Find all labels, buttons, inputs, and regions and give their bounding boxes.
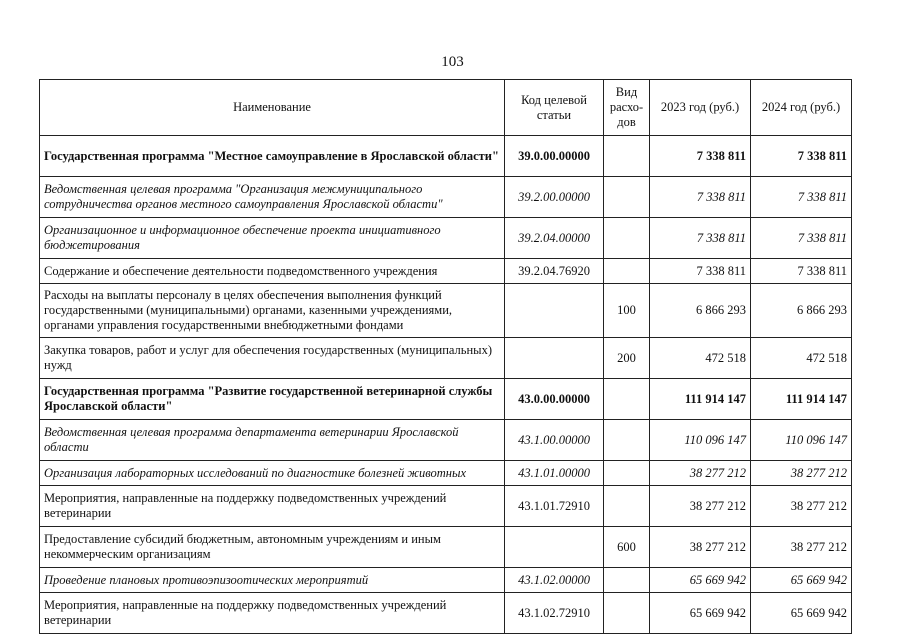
- page-number: 103: [441, 54, 464, 70]
- row-2023: 7 338 811: [650, 177, 751, 218]
- row-name: Мероприятия, направленные на поддержку подведомственных учреждений ветеринарии: [40, 486, 505, 527]
- table-row: [40, 338, 852, 379]
- row-2024: 7 338 811: [751, 259, 852, 284]
- row-code: 43.1.01.72910: [505, 486, 604, 527]
- row-2023: 110 096 147: [650, 420, 751, 461]
- header-code: Код целевой статьи: [505, 80, 604, 136]
- row-2024: 110 096 147: [751, 420, 852, 461]
- row-2024: 7 338 811: [751, 177, 852, 218]
- row-2024: 7 338 811: [751, 136, 852, 177]
- row-type: 600: [604, 527, 650, 568]
- row-2024: 65 669 942: [751, 593, 852, 634]
- table-row: [40, 593, 852, 634]
- row-name: Содержание и обеспечение деятельности подведомственного учреждения: [40, 259, 505, 284]
- header-type: Вид расхо-дов: [604, 80, 650, 136]
- row-type: [604, 461, 650, 486]
- row-2023: 6 866 293: [650, 284, 751, 338]
- row-code: 43.1.01.00000: [505, 461, 604, 486]
- row-name: Расходы на выплаты персоналу в целях обеспечения выполнения функций государственными (муниципальными) органами, казенными учреждениями, органами управления государственными внебюджетными фондами: [40, 284, 505, 338]
- row-type: [604, 420, 650, 461]
- row-name: Ведомственная целевая программа "Организация межмуниципального сотрудничества органов местного самоуправления Ярославской области": [40, 177, 505, 218]
- table-row: [40, 284, 852, 338]
- row-2024: 65 669 942: [751, 568, 852, 593]
- row-2024: 6 866 293: [751, 284, 852, 338]
- row-2023: 38 277 212: [650, 527, 751, 568]
- row-code: [505, 338, 604, 379]
- row-name: Мероприятия, направленные на поддержку подведомственных учреждений ветеринарии: [40, 593, 505, 634]
- header-2024: 2024 год (руб.): [751, 80, 852, 136]
- row-type: [604, 218, 650, 259]
- row-type: 100: [604, 284, 650, 338]
- row-2023: 7 338 811: [650, 259, 751, 284]
- row-2023: 65 669 942: [650, 593, 751, 634]
- row-name: Проведение плановых противоэпизоотических мероприятий: [40, 568, 505, 593]
- row-type: [604, 379, 650, 420]
- row-2024: 38 277 212: [751, 527, 852, 568]
- row-type: 200: [604, 338, 650, 379]
- row-2024: 38 277 212: [751, 461, 852, 486]
- row-type: [604, 593, 650, 634]
- table-header-row: [40, 80, 852, 136]
- row-code: 43.1.02.00000: [505, 568, 604, 593]
- row-2023: 65 669 942: [650, 568, 751, 593]
- row-name: Организационное и информационное обеспечение проекта инициативного бюджетирования: [40, 218, 505, 259]
- row-code: [505, 527, 604, 568]
- row-type: [604, 136, 650, 177]
- table-row: [40, 486, 852, 527]
- row-code: 39.2.00.00000: [505, 177, 604, 218]
- row-code: 39.2.04.76920: [505, 259, 604, 284]
- row-name: Организация лабораторных исследований по диагностике болезней животных: [40, 461, 505, 486]
- row-name: Предоставление субсидий бюджетным, автономным учреждениям и иным некоммерческим организациям: [40, 527, 505, 568]
- table-row: [40, 461, 852, 486]
- row-2023: 7 338 811: [650, 136, 751, 177]
- row-2024: 111 914 147: [751, 379, 852, 420]
- row-type: [604, 259, 650, 284]
- row-code: 43.1.00.00000: [505, 420, 604, 461]
- header-2023: 2023 год (руб.): [650, 80, 751, 136]
- budget-table: [39, 79, 852, 634]
- header-name: Наименование: [40, 80, 505, 136]
- table-row: [40, 218, 852, 259]
- row-2023: 7 338 811: [650, 218, 751, 259]
- row-name: Ведомственная целевая программа департамента ветеринарии Ярославской области: [40, 420, 505, 461]
- row-2024: 38 277 212: [751, 486, 852, 527]
- row-type: [604, 177, 650, 218]
- table-row: [40, 568, 852, 593]
- row-2024: 7 338 811: [751, 218, 852, 259]
- row-2024: 472 518: [751, 338, 852, 379]
- row-code: 43.0.00.00000: [505, 379, 604, 420]
- row-2023: 472 518: [650, 338, 751, 379]
- row-code: 39.0.00.00000: [505, 136, 604, 177]
- row-code: 43.1.02.72910: [505, 593, 604, 634]
- row-type: [604, 568, 650, 593]
- row-2023: 38 277 212: [650, 486, 751, 527]
- row-type: [604, 486, 650, 527]
- row-2023: 38 277 212: [650, 461, 751, 486]
- row-2023: 111 914 147: [650, 379, 751, 420]
- row-name: Государственная программа "Местное самоуправление в Ярославской области": [40, 136, 505, 177]
- row-code: 39.2.04.00000: [505, 218, 604, 259]
- row-name: Государственная программа "Развитие государственной ветеринарной службы Ярославской области": [40, 379, 505, 420]
- table-row: [40, 379, 852, 420]
- table-row: [40, 420, 852, 461]
- row-name: Закупка товаров, работ и услуг для обеспечения государственных (муниципальных) нужд: [40, 338, 505, 379]
- table-row: [40, 527, 852, 568]
- table-row: [40, 136, 852, 177]
- row-code: [505, 284, 604, 338]
- table-row: [40, 259, 852, 284]
- table-row: [40, 177, 852, 218]
